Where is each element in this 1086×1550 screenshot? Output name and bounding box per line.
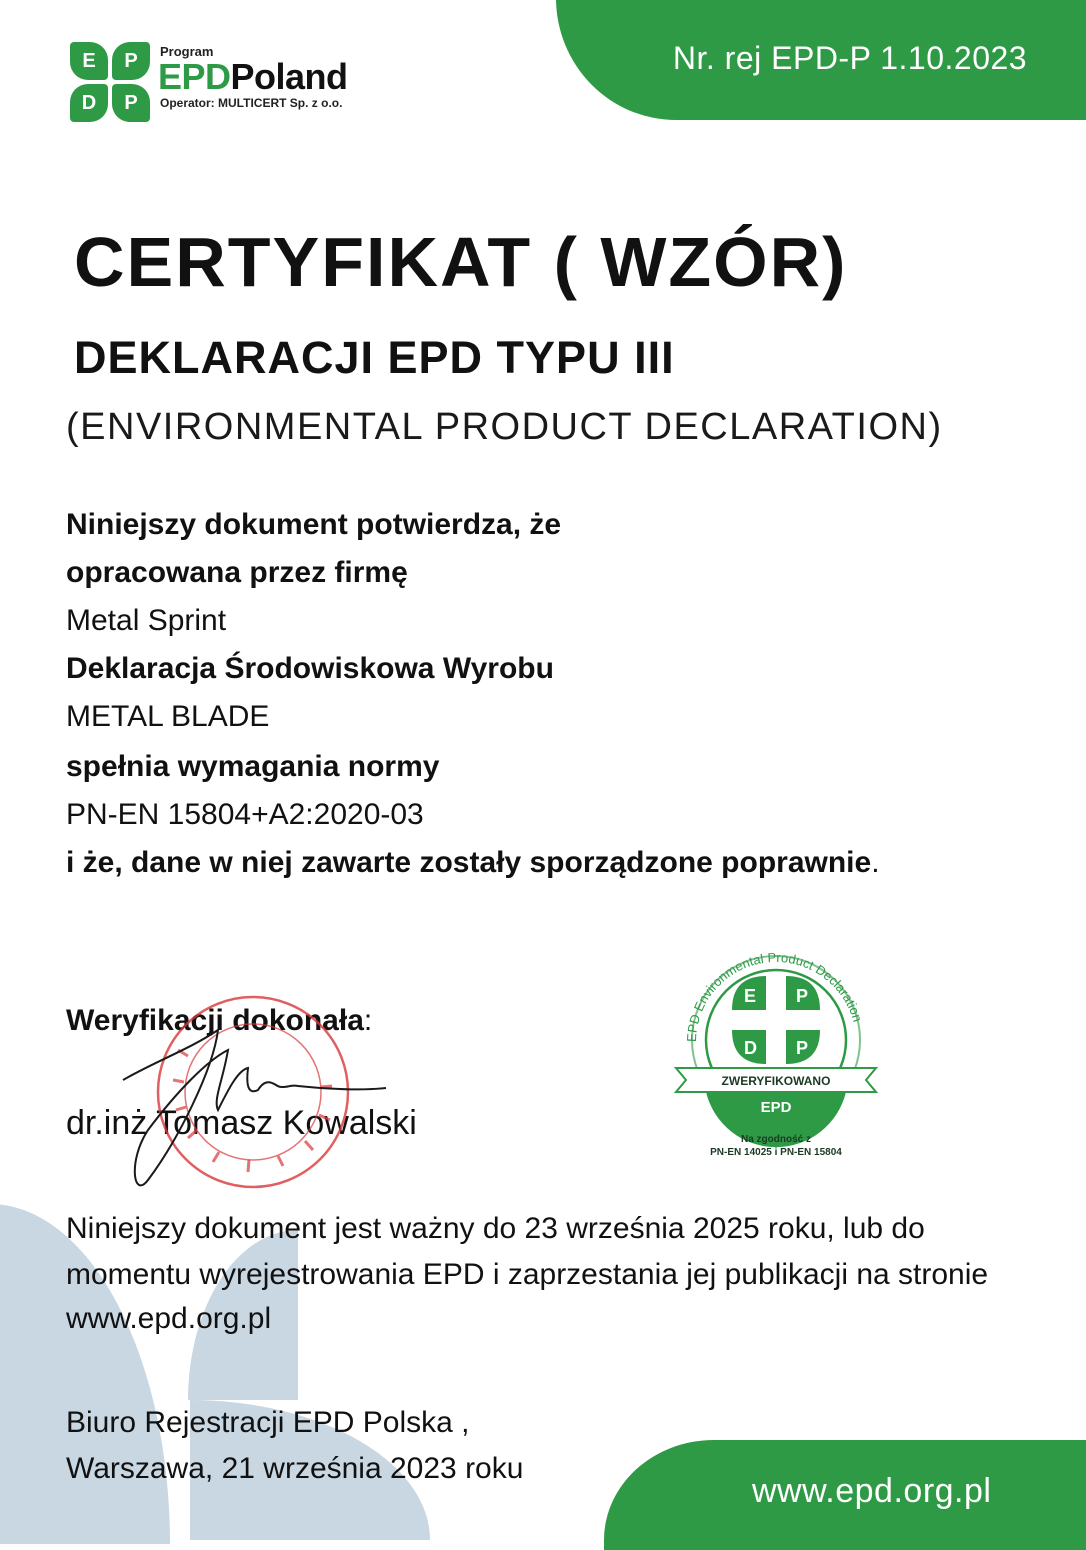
registration-number: Nr. rej EPD-P 1.10.2023 xyxy=(672,40,1028,76)
epd-verified-badge xyxy=(664,930,884,1160)
badge-standards-text: PN-EN 14025 i PN-EN 15804 xyxy=(710,1147,842,1158)
logo-name xyxy=(158,56,348,98)
logo-petal-p1: P xyxy=(112,42,150,80)
certificate-subtitle: DEKLARACJI EPD TYPU III xyxy=(74,332,675,383)
standard-name: PN-EN 15804+A2:2020-03 xyxy=(66,798,424,831)
svg-text:EPD Environmental Product Decl xyxy=(684,950,865,1042)
body-line-declaration: Deklaracja Środowiskowa Wyrobu xyxy=(66,652,554,685)
body-line-meets: spełnia wymagania normy xyxy=(66,750,440,783)
footer-url[interactable]: www.epd.org.pl xyxy=(752,1472,992,1510)
logo-petal-d: D xyxy=(70,84,108,122)
logo-name-green: EPD xyxy=(158,56,231,97)
logo-petals xyxy=(70,42,150,122)
badge-compliance-text: Na zgodność z xyxy=(740,1134,812,1145)
body-line-prepared-by: opracowana przez firmę xyxy=(66,556,408,589)
logo-petal-p2: P xyxy=(112,84,150,122)
badge-epd-text: EPD xyxy=(760,1099,792,1116)
certificate-title: CERTYFIKAT ( WZÓR) xyxy=(74,223,848,301)
official-stamp-signature xyxy=(118,990,388,1220)
verification-label-text: Weryfikacji dokonała xyxy=(66,1004,364,1037)
body-line-correct xyxy=(66,846,880,880)
company-name: Metal Sprint xyxy=(66,604,227,637)
issuer-office: Biuro Rejestracji EPD Polska , xyxy=(66,1406,470,1439)
issuer-place-date: Warszawa, 21 września 2023 roku xyxy=(66,1452,524,1485)
validity-url[interactable]: www.epd.org.pl xyxy=(66,1302,272,1335)
body-line-correct-text: i że, dane w niej zawarte zostały sporządzone poprawnie xyxy=(66,846,872,879)
verifier-name: dr.inż Tomasz Kowalski xyxy=(66,1104,417,1142)
body-line-confirms: Niniejszy dokument potwierdza, że xyxy=(66,508,562,541)
body-line-correct-period: . xyxy=(871,846,880,879)
verification-label-colon: : xyxy=(363,1004,373,1037)
product-name: METAL BLADE xyxy=(66,700,270,733)
badge-letter-p1: P xyxy=(796,986,809,1006)
logo-name-dark: Poland xyxy=(230,56,348,97)
logo-program-label: Program xyxy=(160,44,214,59)
badge-letter-d: D xyxy=(744,1038,757,1058)
logo-operator: Operator: MULTICERT Sp. z o.o. xyxy=(160,96,343,110)
epd-poland-logo xyxy=(70,42,380,122)
badge-ribbon-text: ZWERYFIKOWANO xyxy=(721,1074,831,1088)
validity-line-2: momentu wyrejestrowania EPD i zaprzestania jej publikacji na stronie xyxy=(66,1258,989,1291)
logo-petal-e: E xyxy=(70,42,108,80)
validity-line-1: Niniejszy dokument jest ważny do 23 września 2025 roku, lub do xyxy=(66,1212,925,1245)
badge-letter-p2: P xyxy=(796,1038,809,1058)
certificate-english-title: (ENVIRONMENTAL PRODUCT DECLARATION) xyxy=(66,406,943,448)
badge-letter-e: E xyxy=(744,986,757,1006)
leaf-shape-left xyxy=(0,1204,170,1544)
badge-ring-text: EPD Environmental Product Declaration xyxy=(683,949,866,1043)
